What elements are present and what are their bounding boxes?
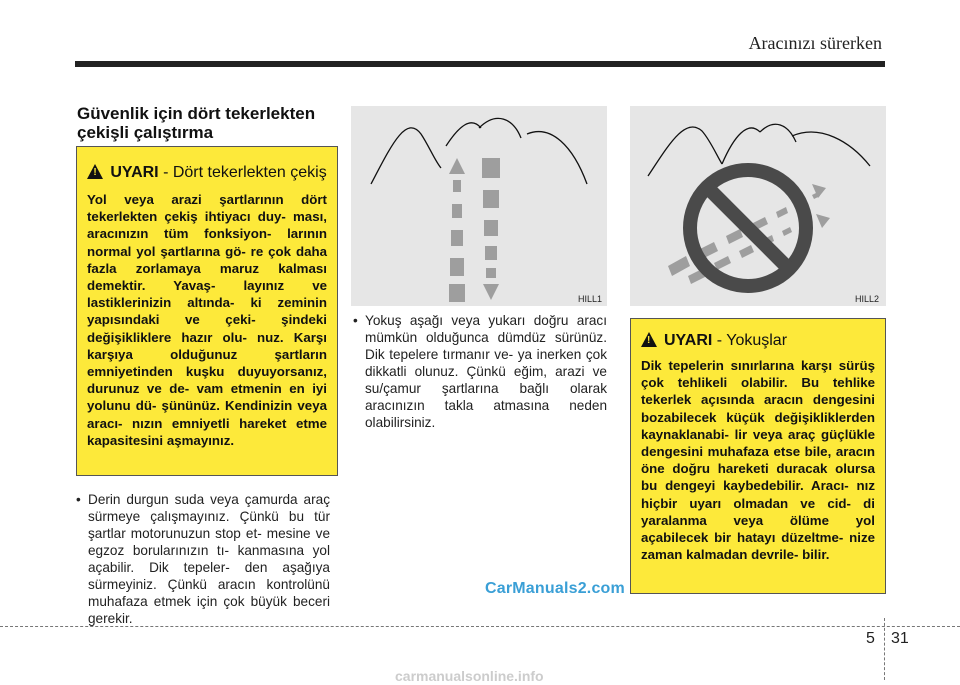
header-rule <box>75 61 885 67</box>
warning-body: Yol veya arazi şartlarının dört tekerlekten çekiş ihtiyacı duy- ması, aracınızın tüm fonksiyon- larının normal yol şartlarına gö- re çok daha fazla zorlamaya maruz kalması demektir. Yavaş- layınız ve lastiklerinizin altında- ki zeminin yapısındaki ve çeki- şindeki değişikliklere hazır olu- nuz. Karşı karşıya olduğunuz şartların emniyetinden kuşku duyuyorsanız, durunuz ve de- vam etmenin en iyi yolunu dü- şününüz. Kendinizin veya aracı- nızın emniyetli hareket etme kapasitesini aşmayınız. <box>87 192 327 448</box>
warning-header <box>641 331 875 350</box>
warning-header <box>87 163 327 182</box>
warning-box-4wd <box>76 146 338 476</box>
bottom-watermark: carmanualsonline.info <box>395 668 544 684</box>
warning-label: UYARI <box>664 332 713 349</box>
page-number: 31 <box>891 630 909 647</box>
warning-triangle-icon: ! <box>87 164 103 179</box>
bullet-item <box>76 491 330 627</box>
chapter-number: 5 <box>866 630 875 647</box>
hill-straight-path-illustration <box>351 106 607 306</box>
footer-vertical-divider <box>884 618 885 680</box>
section-title: Güvenlik için dört tekerlekten çekişli çalıştırma <box>77 104 316 142</box>
warning-subtitle: - Yokuşlar <box>716 332 788 349</box>
site-watermark[interactable]: CarManuals2.com <box>485 580 625 597</box>
bullet-text: Derin durgun suda veya çamurda araç sürmeye çalışmayınız. Çünkü bu tür şartlar motorunuzun stop et- mesine ve egzoz borularınızın tı- kanmasına yol açabilir. Dik tepeler- den aşağıya sürmeyiniz. Çünkü aracın kontrolünü muhafaza etmek için çok büyük beceri gerekir. <box>88 492 330 626</box>
hill-diagonal-figure <box>630 106 886 306</box>
bullet-marker: • <box>76 492 81 507</box>
footer-divider <box>0 626 960 627</box>
warning-triangle-icon: ! <box>641 332 657 347</box>
warning-box-slopes <box>630 318 886 594</box>
header-title: Aracınızı sürerken <box>748 33 882 53</box>
figure-code: HILL1 <box>578 294 603 304</box>
warning-label: UYARI <box>110 164 159 181</box>
warning-body: Dik tepelerin sınırlarına karşı sürüş çok tehlikeli olabilir. Bu tehlike tekerlek açısında aracın dengesini bozabilecek küçük değişikliklerden kaynaklanabi- lir veya araç güçlükle dengesini muhafaza etse bile, aracın öne doğru hareketi duracak olursa bu dengeyi kaybedebilir. Aracı- nız hiçbir uyarı olmadan ve cid- di yaralanma veya ölüme yol açabilecek bir hatayı düzeltme- nize zaman kalmadan devrile- bilir. <box>641 358 875 563</box>
bullet-item <box>353 312 607 431</box>
bullet-text: Yokuş aşağı veya yukarı doğru aracı mümkün olduğunca dümdüz sürünüz. Dik tepelere tırmanır ve- ya inerken çok dikkatli olunuz. Çünkü eğim, arazi ve su/çamur şartlarına bağlı olarak aracınızın takla atmasına neden olabilirsiniz. <box>365 313 607 430</box>
figure-code: HILL2 <box>855 294 880 304</box>
hill-diagonal-prohibited-illustration <box>630 106 886 306</box>
warning-subtitle: - Dört tekerlekten çekiş <box>163 164 327 181</box>
hill-straight-figure <box>351 106 607 306</box>
bullet-marker: • <box>353 313 358 328</box>
